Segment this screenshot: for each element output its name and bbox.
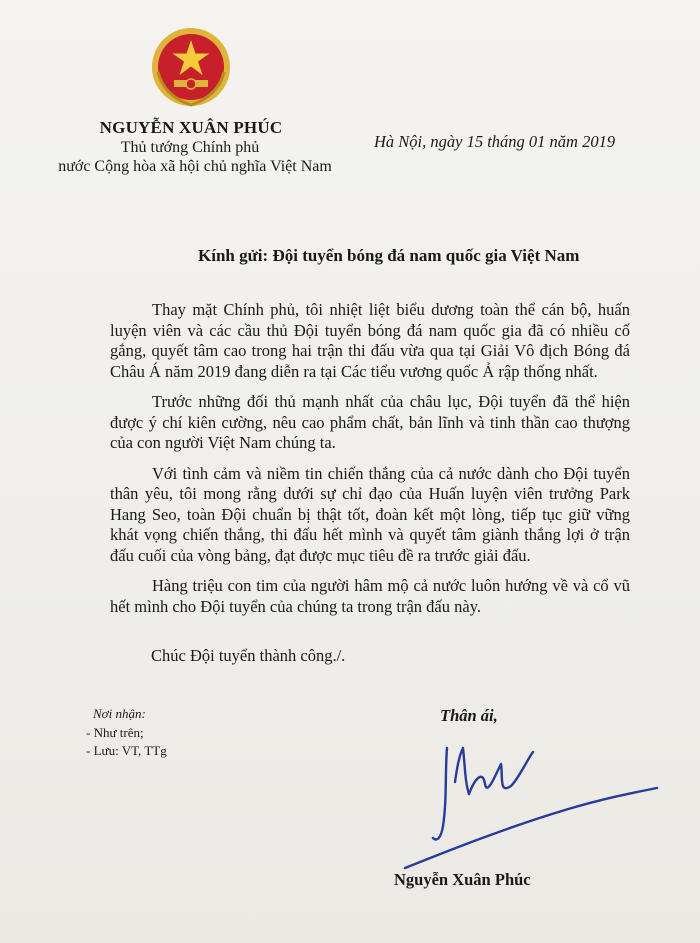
body-paragraph: Trước những đối thủ mạnh nhất của châu lục, Đội tuyển đã thể hiện được ý chí kiên cường, nêu cao phẩm chất, bản lĩnh và tinh thần cao thượng của con người Việt Nam chúng ta. [110, 392, 630, 452]
national-emblem-icon [150, 26, 232, 108]
sender-title: Thủ tướng Chính phủ [120, 139, 260, 156]
recipients-item: - Như trên; [86, 725, 144, 740]
body-paragraph: Hàng triệu con tim của người hâm mộ cả nước luôn hướng về và cổ vũ hết mình cho Đội tuyển của chúng ta trong trận đấu này. [110, 576, 630, 616]
closing-line: Chúc Đội tuyển thành công./. [151, 646, 346, 665]
date-line: Hà Nội, ngày 15 tháng 01 năm 2019 [374, 132, 616, 151]
sender-name: NGUYỄN XUÂN PHÚC [99, 118, 283, 137]
signer-name: Nguyễn Xuân Phúc [394, 870, 531, 889]
recipient-heading: Kính gửi: Đội tuyển bóng đá nam quốc gia Việt Nam [198, 246, 580, 265]
recipients-item: - Lưu: VT, TTg [86, 743, 167, 758]
signature [385, 742, 665, 872]
body-paragraph: Thay mặt Chính phủ, tôi nhiệt liệt biểu dương toàn thể cán bộ, huấn luyện viên và các cầu thủ Đội tuyển bóng đá nam quốc gia đã có nhiều cố gắng, quyết tâm cao trong hai trận thi đấu vừa qua tại Giải Vô địch Bóng đá Châu Á năm 2019 đang diễn ra tại Các tiểu vương quốc Ả rập thống nhất. [110, 300, 630, 381]
sender-country: nước Cộng hòa xã hội chủ nghĩa Việt Nam [58, 158, 332, 175]
regards-line: Thân ái, [440, 706, 498, 725]
letter-body [110, 300, 630, 627]
recipients-label: Nơi nhận: [93, 706, 146, 721]
body-paragraph: Với tình cảm và niềm tin chiến thắng của cả nước dành cho Đội tuyển thân yêu, tôi mong rằng dưới sự chỉ đạo của Huấn luyện viên trưởng Park Hang Seo, toàn Đội chuẩn bị thật tốt, đoàn kết một lòng, tiếp tục giữ vững khát vọng chiến thắng, thi đấu hết mình và quyết tâm giành thắng lợi ở trận đấu cuối của vòng bảng, đạt được mục tiêu đề ra trước giải đấu. [110, 463, 630, 565]
